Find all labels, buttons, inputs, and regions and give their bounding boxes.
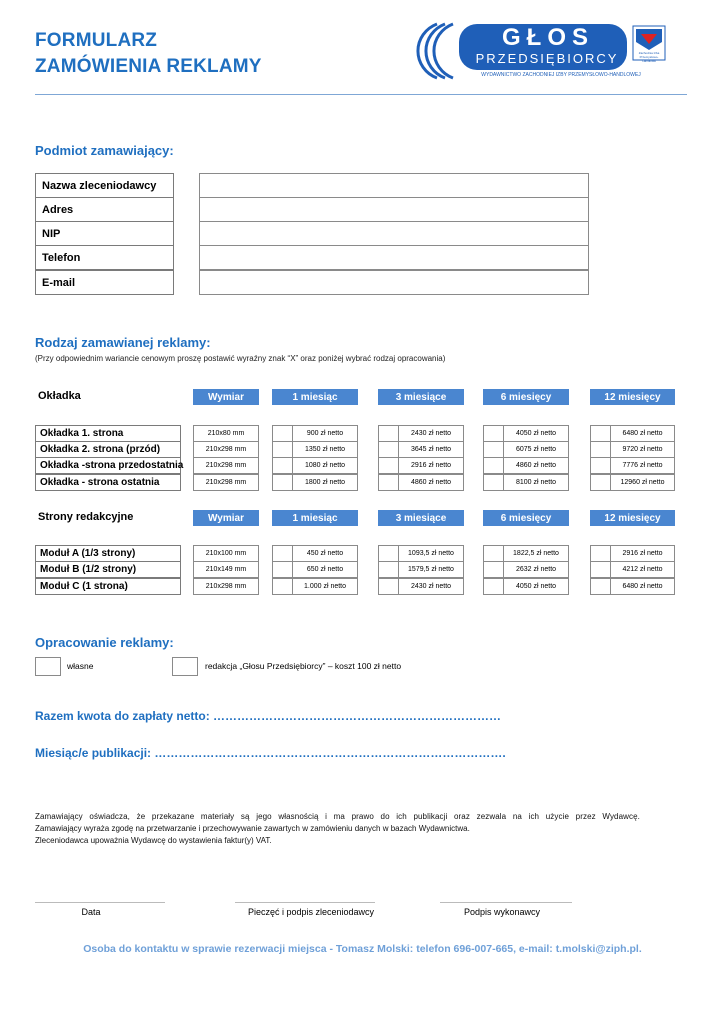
price-checkbox[interactable]: [483, 441, 504, 458]
price-checkbox[interactable]: [590, 545, 611, 562]
field-label-company: Nazwa zleceniodawcy: [35, 173, 174, 198]
column-header-12-months: 12 miesięcy: [590, 389, 675, 405]
price-cell: 2916 zł netto: [610, 545, 675, 562]
ordering-party-heading: Podmiot zamawiający:: [35, 143, 174, 158]
price-checkbox[interactable]: [590, 425, 611, 442]
section-title-editorial: Strony redakcyjne: [38, 511, 134, 523]
price-cell: 7776 zł netto: [610, 457, 675, 474]
signature-line-date: [35, 902, 165, 903]
price-cell: 8100 zł netto: [503, 474, 569, 491]
row-label: Okładka 2. strona (przód): [35, 441, 181, 458]
price-checkbox[interactable]: [590, 457, 611, 474]
logo-brand-line2: PRZEDSIĘBIORCY: [475, 51, 619, 66]
publisher-logo: [415, 20, 670, 82]
price-cell: 6480 zł netto: [610, 578, 675, 595]
publication-months-line[interactable]: Miesiąc/e publikacji: …………………………………………………………………………….: [35, 746, 506, 760]
signature-label-client: Pieczęć i podpis zleceniodawcy: [247, 907, 375, 917]
price-cell: 4050 zł netto: [503, 425, 569, 442]
price-cell: 4050 zł netto: [503, 578, 569, 595]
price-checkbox[interactable]: [272, 425, 293, 442]
price-checkbox[interactable]: [483, 474, 504, 491]
price-checkbox[interactable]: [483, 578, 504, 595]
price-cell: 1.000 zł netto: [292, 578, 358, 595]
ad-type-note: (Przy odpowiednim wariancie cenowym proszę postawić wyraźny znak “X” oraz poniżej wybrać rodzaj opracowania): [35, 354, 446, 363]
column-header-dimension: Wymiar: [193, 389, 259, 405]
signature-line-contractor: [440, 902, 572, 903]
editorial-preparation-label: redakcja „Głosu Przedsiębiorcy” – koszt 100 zł netto: [205, 661, 402, 671]
price-cell: 650 zł netto: [292, 561, 358, 578]
price-checkbox[interactable]: [378, 578, 399, 595]
price-cell: 9720 zł netto: [610, 441, 675, 458]
column-header-6-months: 6 miesięcy: [483, 389, 569, 405]
row-label: Okładka 1. strona: [35, 425, 181, 442]
dimension-cell: 210x100 mm: [193, 545, 259, 562]
price-checkbox[interactable]: [378, 441, 399, 458]
own-preparation-checkbox[interactable]: [35, 657, 61, 676]
price-checkbox[interactable]: [590, 474, 611, 491]
address-field[interactable]: [199, 197, 589, 222]
dimension-cell: 210x80 mm: [193, 425, 259, 442]
price-cell: 900 zł netto: [292, 425, 358, 442]
column-header-12-months: 12 miesięcy: [590, 510, 675, 526]
preparation-heading: Opracowanie reklamy:: [35, 635, 174, 650]
row-label: Moduł C (1 strona): [35, 578, 181, 595]
price-cell: 1093,5 zł netto: [398, 545, 464, 562]
price-cell: 4212 zł netto: [610, 561, 675, 578]
price-checkbox[interactable]: [272, 441, 293, 458]
price-checkbox[interactable]: [483, 425, 504, 442]
signature-line-client: [235, 902, 375, 903]
field-label-email: E-mail: [35, 270, 174, 295]
column-header-6-months: 6 miesięcy: [483, 510, 569, 526]
page-title-line1: FORMULARZ: [35, 30, 158, 51]
price-checkbox[interactable]: [272, 578, 293, 595]
price-cell: 2632 zł netto: [503, 561, 569, 578]
row-label: Okładka -strona przedostatnia: [35, 457, 181, 474]
dimension-cell: 210x298 mm: [193, 457, 259, 474]
page-title: [35, 28, 262, 80]
column-header-1-month: 1 miesiąc: [272, 389, 358, 405]
declaration-vat-invoice: Zleceniodawca upoważnia Wydawcę do wystawienia faktur(y) VAT.: [35, 836, 272, 845]
price-checkbox[interactable]: [272, 561, 293, 578]
total-amount-line[interactable]: Razem kwota do zapłaty netto: ………………………………………………………………: [35, 709, 502, 723]
declaration-ownership: Zamawiający oświadcza, że przekazane materiały są jego własnością i ma prawo do ich publikacji oraz zezwala na ich użycie przez Wydawcę.: [35, 812, 640, 821]
price-checkbox[interactable]: [378, 425, 399, 442]
row-label: Okładka - strona ostatnia: [35, 474, 181, 491]
price-cell: 6480 zł netto: [610, 425, 675, 442]
price-cell: 12960 zł netto: [610, 474, 675, 491]
own-preparation-label: własne: [67, 661, 94, 671]
logo-brand-line1: GŁOS: [501, 24, 594, 51]
price-checkbox[interactable]: [590, 578, 611, 595]
nip-field[interactable]: [199, 221, 589, 246]
price-cell: 1080 zł netto: [292, 457, 358, 474]
price-checkbox[interactable]: [483, 561, 504, 578]
page-title-line2: ZAMÓWIENIA REKLAMY: [35, 56, 262, 77]
declaration-data-processing: Zamawiający wyraża zgodę na przetwarzanie i przechowywanie zawartych w zamówieniu danych w bazach Wydawnictwa.: [35, 824, 470, 833]
price-cell: 2430 zł netto: [398, 578, 464, 595]
field-label-phone: Telefon: [35, 245, 174, 270]
price-checkbox[interactable]: [590, 441, 611, 458]
section-title-cover: Okładka: [38, 390, 81, 402]
signature-label-contractor: Podpis wykonawcy: [463, 907, 541, 917]
column-header-3-months: 3 miesiące: [378, 389, 464, 405]
price-cell: 3645 zł netto: [398, 441, 464, 458]
price-checkbox[interactable]: [272, 457, 293, 474]
editorial-preparation-checkbox[interactable]: [172, 657, 198, 676]
logo-tagline: WYDAWNICTWO ZACHODNIEJ IZBY PRZEMYSŁOWO-HANDLOWEJ: [481, 72, 641, 78]
price-cell: 1579,5 zł netto: [398, 561, 464, 578]
price-checkbox[interactable]: [272, 545, 293, 562]
column-header-3-months: 3 miesiące: [378, 510, 464, 526]
price-checkbox[interactable]: [378, 457, 399, 474]
price-cell: 2916 zł netto: [398, 457, 464, 474]
price-cell: 2430 zł netto: [398, 425, 464, 442]
signature-label-date: Data: [81, 907, 101, 917]
dimension-cell: 210x149 mm: [193, 561, 259, 578]
dimension-cell: 210x298 mm: [193, 578, 259, 595]
declarations: [35, 811, 640, 847]
company-name-field[interactable]: [199, 173, 589, 198]
row-label: Moduł B (1/2 strony): [35, 561, 181, 578]
price-checkbox[interactable]: [483, 457, 504, 474]
price-cell: 6075 zł netto: [503, 441, 569, 458]
price-cell: 450 zł netto: [292, 545, 358, 562]
dimension-cell: 210x298 mm: [193, 441, 259, 458]
ad-type-heading: Rodzaj zamawianej reklamy:: [35, 335, 211, 350]
price-checkbox[interactable]: [378, 474, 399, 491]
price-cell: 4860 zł netto: [398, 474, 464, 491]
field-label-nip: NIP: [35, 221, 174, 246]
dimension-cell: 210x298 mm: [193, 474, 259, 491]
price-cell: 1350 zł netto: [292, 441, 358, 458]
column-header-1-month: 1 miesiąc: [272, 510, 358, 526]
phone-field[interactable]: [199, 245, 589, 270]
price-cell: 1800 zł netto: [292, 474, 358, 491]
contact-info: Osoba do kontaktu w sprawie rezerwacji miejsca - Tomasz Molski: telefon 696-007-665, e-mail: t.molski@ziph.pl.: [83, 943, 642, 955]
column-header-dimension: Wymiar: [193, 510, 259, 526]
price-checkbox[interactable]: [590, 561, 611, 578]
price-checkbox[interactable]: [378, 561, 399, 578]
row-label: Moduł A (1/3 strony): [35, 545, 181, 562]
price-checkbox[interactable]: [272, 474, 293, 491]
price-checkbox[interactable]: [378, 545, 399, 562]
price-cell: 4860 zł netto: [503, 457, 569, 474]
field-label-address: Adres: [35, 197, 174, 222]
header-divider: [35, 94, 687, 95]
email-field[interactable]: [199, 270, 589, 295]
logo-emblem-text: Zachodnia Izba Przemysłowo-Handlowa: [638, 51, 660, 63]
price-cell: 1822,5 zł netto: [503, 545, 569, 562]
price-checkbox[interactable]: [483, 545, 504, 562]
